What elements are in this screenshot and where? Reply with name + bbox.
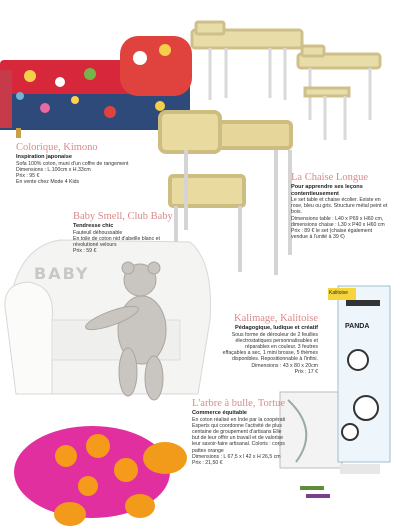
article-extra: En vente chez Mode 4 Kids [16,179,80,186]
article-body: Sofa 100% coton, muni d'un coffre de rangement Dimensions : L.100cm x H.33cm [16,160,129,173]
article-chaise-longue [291,172,389,240]
brand-heading: Baby Smell, Club Baby [73,211,173,222]
article-subtitle: Commerce équitable [192,410,248,416]
article-body: Fauteuil déhoussable En toile de coton nid d'abeille blanc et révolutioné velours [73,229,160,248]
baby-cushion-text: BABY [34,264,90,283]
article-body: En coton réalisé en Inde par la coopérati Esperts qui coordonne l'activité de plus centaine de groupement d'artisans Elle but de leur offrir un travail et de valorise leur savoir-faire artisanal. Coloris : corps pattes orange Dimensions : L 67,5 x l 42 x H 26,5 cm [192,416,286,460]
article-price: Prix : 95 € [16,172,40,179]
brand-heading: Colorique, Kimono [16,142,98,153]
kalitoise-tag: Kalitoise [329,290,348,296]
article-arbre-a-bulle [192,398,288,466]
article-subtitle: Inspiration japonaise [16,154,72,160]
brand-heading: Kalimage, Kalitoise [234,313,318,324]
panda-label: PANDA [345,323,370,330]
brand-heading: La Chaise Longue [291,172,368,183]
article-price: Prix : 21,50 € [192,459,223,466]
brand-heading: L'arbre à bulle, Tortue [192,398,286,409]
article-price: Prix : 17 € [294,368,318,375]
article-price: Prix : 59 € [73,248,97,255]
article-body: Sous forme de dérouleur de 2 feuilles électrostatiques personnalisables et réparables en couleur. 3 feutres effaçables a sec, 1 mini brosse, 5 thèmes disponibles. Repositionnable à l'infini. Dimensions : 43 x 80 x 20cm [222,331,318,369]
article-kimono [16,142,166,185]
article-subtitle: Pour apprendre ses leçons contentieusement [291,184,363,197]
article-body: Le set table et chaise écolier. Existe en rose, bleu ou gris. Structure métal peint et bois. Dimensions table : L40 x P69 x H60 cm, dimensions chaise : L30 x P40 x H60 cm Prix : 89 € le set (chaise également vendue à l'unité à 39 €) [291,197,388,241]
article-kalimage [222,313,318,375]
turtle-toy-image [14,426,187,526]
article-subtitle: Pédagogique, ludique et créatif [235,325,318,331]
article-subtitle: Tendresse chic [73,223,114,229]
article-baby-smell [73,211,177,254]
